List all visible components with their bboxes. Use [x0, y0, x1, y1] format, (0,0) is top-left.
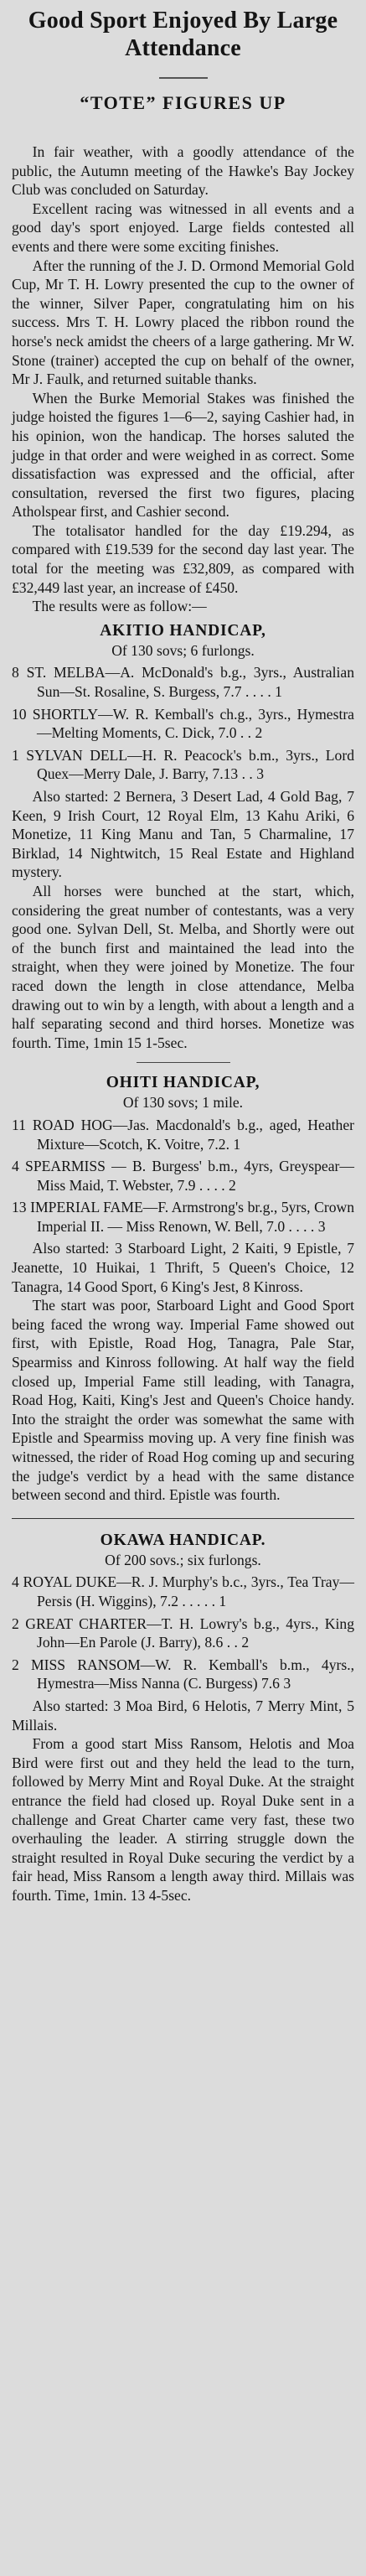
section-divider [12, 1518, 354, 1519]
race-paragraph: Also started: 3 Starboard Light, 2 Kaiti, 9 Epistle, 7 Jeanette, 10 Huikai, 1 Thrift, 5 Queen's Choice, 12 Tanagra, 14 Good Sport, 6 King's Jest, 8 Kinross. [12, 1240, 354, 1295]
race-placing: 4 SPEARMISS — B. Burgess' b.m., 4yrs, Greyspear—Miss Maid, T. Webster, 7.9 . . . . 2 [12, 1158, 354, 1194]
race-conditions: Of 130 sovs; 6 furlongs. [111, 641, 255, 659]
race-placing: 4 ROYAL DUKE—R. J. Murphy's b.c., 3yrs., Tea Tray—Persis (H. Wiggins), 7.2 . . . . . 1 [12, 1573, 354, 1609]
race-paragraph: All horses were bunched at the start, which, considering the great number of contestants, was a very good one. Sylvan Dell, St. Melba, and Shortly were out of the bunch first and maintained the lead into the straight, when they were joined by Monetize. The four raced down the length in close attendance, Melba drawing out to win by a length, with about a length and a half separating second and third horses. Monetize was fourth. Time, 1min 15 1-5sec. [12, 882, 354, 1051]
race-placing: 8 ST. MELBA—A. McDonald's b.g., 3yrs., Australian Sun—St. Rosaline, S. Burgess, 7.7 . . . . 1 [12, 664, 354, 701]
race-narrative [12, 1697, 354, 1905]
title-divider [159, 77, 208, 79]
race-placing: 13 IMPERIAL FAME—F. Armstrong's br.g., 5yrs, Crown Imperial II. — Miss Renown, W. Bell, 7.0 . . . . 3 [12, 1199, 354, 1235]
race-paragraph: Also started: 3 Moa Bird, 6 Helotis, 7 Merry Mint, 5 Millais. [12, 1697, 354, 1734]
race-placing: 11 ROAD HOG—Jas. Macdonald's b.g., aged, Heather Mixture—Scotch, K. Voitre, 7.2. 1 [12, 1116, 354, 1153]
race-title: OHITI HANDICAP, [106, 1074, 260, 1092]
race-placing: 10 SHORTLY—W. R. Kemball's ch.g., 3yrs., Hymestra—Melting Moments, C. Dick, 7.0 . . 2 [12, 705, 354, 742]
race-placing: 1 SYLVAN DELL—H. R. Peacock's b.m., 3yrs., Lord Quex—Merry Dale, J. Barry, 7.13 . . 3 [12, 746, 354, 783]
intro-paragraph: The totalisator handled for the day £19.294, as compared with £19.539 for the second day last year. The total for the meeting was £32,809, as compared with £32,449 last year, an increase of £450. [12, 521, 354, 596]
race-narrative [12, 1239, 354, 1504]
race-okawa-handicap [12, 1531, 354, 1905]
headline: Good Sport Enjoyed By Large Attendance [28, 8, 338, 61]
race-paragraph: The start was poor, Starboard Light and Good Sport being faced the wrong way. Imperial Fame showed out first, with Epistle, Road Hog, Tanagra, Pale Star, Spearmiss and Kinross following. At half way the field closed up, Imperial Fame still leading, with Tanagra, Road Hog, Kaiti, King's Jest and Queen's Choice handy. Into the straight the order was somewhat the same with Epistle and Spearmiss moving up. A very fine finish was witnessed, the rider of Road Hog coming up and securing the judge's verdict by a head with the same distance between second and third. Epistle was fourth. [12, 1297, 354, 1504]
race-paragraph: From a good start Miss Ransom, Helotis and Moa Bird were first out and they held the lead to the turn, followed by Merry Mint and Royal Duke. At the straight entrance the field had closed up. Royal Duke sent in a challenge and Great Charter came very fast, these two overhauling the leader. A stirring struggle down the straight resulted in Royal Duke securing the verdict by a fair head, Miss Ransom a length away third. Millais was fourth. Time, 1min. 13 4-5sec. [12, 1735, 354, 1904]
intro-text [12, 143, 354, 616]
intro-paragraph: Excellent racing was witnessed in all events and a good day's sport enjoyed. Large fields contested all events and there were some exciting finishes. [12, 200, 354, 255]
race-paragraph: Also started: 2 Bernera, 3 Desert Lad, 4 Gold Bag, 7 Keen, 9 Irish Court, 12 Royal Elm, 13 Kahu Ariki, 6 Monetize, 11 King Manu and Tan, 5 Charmaline, 17 Birklad, 14 Nightwitch, 15 Real Estate and Highland mystery. [12, 788, 354, 881]
race-conditions: Of 130 sovs; 1 mile. [122, 1094, 244, 1112]
race-akitio-handicap [12, 621, 354, 1052]
race-title: AKITIO HANDICAP, [100, 621, 266, 640]
subheadline: “TOTE” FIGURES UP [80, 92, 286, 113]
race-conditions: Of 200 sovs.; six furlongs. [105, 1551, 261, 1568]
intro-paragraph: After the running of the J. D. Ormond Memorial Gold Cup, Mr T. H. Lowry presented the cup to the owner of the winner, Silver Paper, congratulating him on his success. Mrs T. H. Lowry placed the ribbon round the horse's neck amidst the cheers of a large gathering. Mr W. Stone (trainer) accepted the cup on behalf of the owner, Mr J. Faulk, and returned suitable thanks. [12, 257, 354, 388]
race-placing: 2 MISS RANSOM—W. R. Kemball's b.m., 4yrs., Hymestra—Miss Nanna (C. Burgess) 7.6 3 [12, 1656, 354, 1692]
race-title: OKAWA HANDICAP. [100, 1531, 266, 1549]
race-narrative [12, 787, 354, 1052]
race-ohiti-handicap [12, 1073, 354, 1504]
section-divider [137, 1062, 230, 1063]
intro-paragraph: When the Burke Memorial Stakes was finished the judge hoisted the figures 1—6—2, saying Cashier had, in his opinion, won the handicap. The horses saluted the judge in that order and were weighed in as correct. Some dissatisfaction was expressed and the official, after consultation, reversed the first two figures, placing Atholspear first, and Cashier second. [12, 389, 354, 521]
intro-paragraph: The results were as follow:— [32, 598, 207, 615]
race-placing: 2 GREAT CHARTER—T. H. Lowry's b.g., 4yrs., King John—En Parole (J. Barry), 8.6 . . 2 [12, 1615, 354, 1651]
intro-paragraph: In fair weather, with a goodly attendance of the public, the Autumn meeting of the Hawke's Bay Jockey Club was concluded on Saturday. [12, 143, 354, 199]
